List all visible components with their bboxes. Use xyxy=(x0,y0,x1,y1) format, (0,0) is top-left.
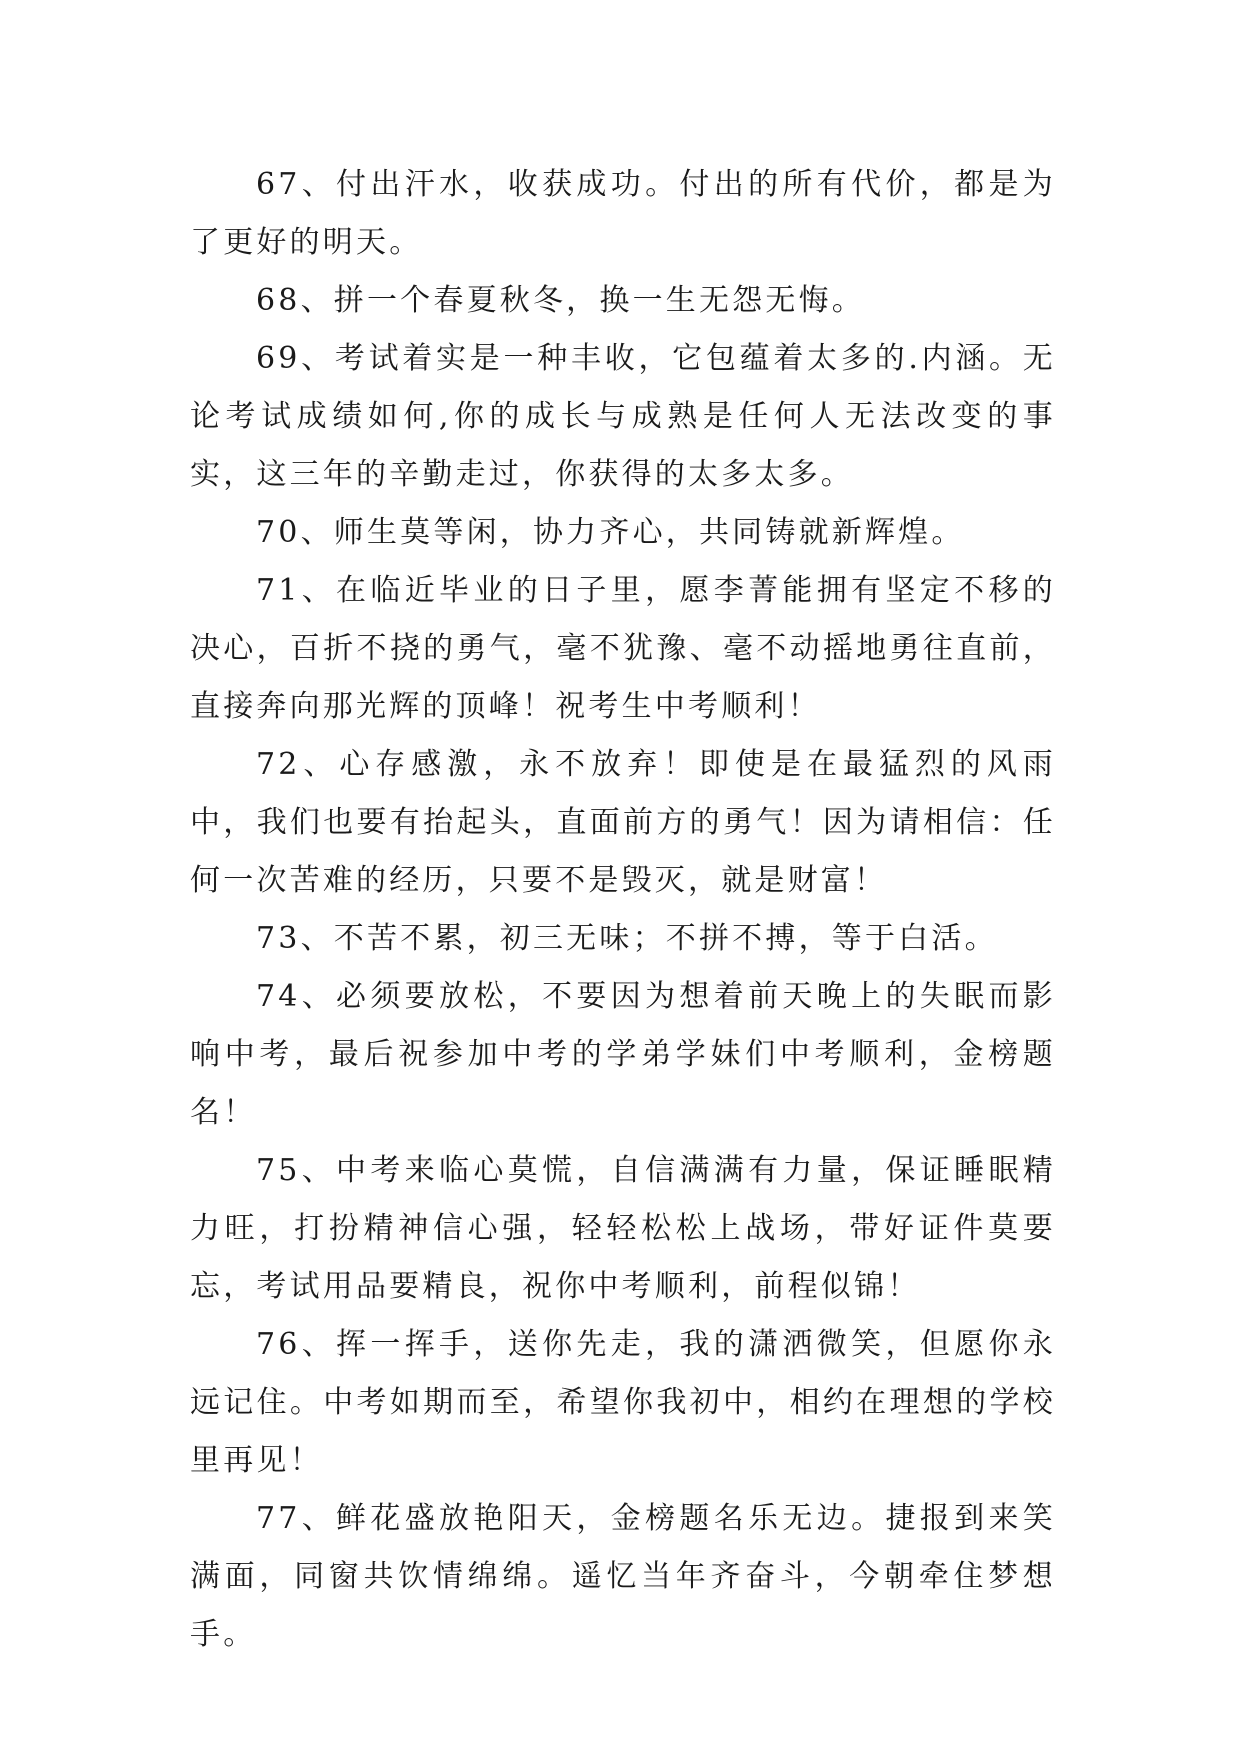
document-body xyxy=(190,156,1056,1664)
paragraph-74: 74、必须要放松，不要因为想着前天晚上的失眠而影响中考，最后祝参加中考的学弟学妹们中考顺利，金榜题名！ xyxy=(190,979,1056,1130)
paragraph-72: 72、心存感激，永不放弃！即使是在最猛烈的风雨中，我们也要有抬起头，直面前方的勇气！因为请相信：任何一次苦难的经历，只要不是毁灭，就是财富！ xyxy=(190,747,1056,898)
paragraph-73: 73、不苦不累，初三无味；不拼不搏，等于白活。 xyxy=(256,921,998,956)
paragraph-71: 71、在临近毕业的日子里，愿李菁能拥有坚定不移的决心，百折不挠的勇气，毫不犹豫、毫不动摇地勇往直前，直接奔向那光辉的顶峰！祝考生中考顺利！ xyxy=(190,573,1056,724)
paragraph-68: 68、拼一个春夏秋冬，换一生无怨无悔。 xyxy=(256,283,865,318)
paragraph-77: 77、鲜花盛放艳阳天，金榜题名乐无边。捷报到来笑满面，同窗共饮情绵绵。遥忆当年齐奋斗，今朝牵住梦想手。 xyxy=(190,1501,1056,1652)
paragraph-70: 70、师生莫等闲，协力齐心，共同铸就新辉煌。 xyxy=(256,515,965,550)
paragraph-67: 67、付出汗水，收获成功。付出的所有代价，都是为了更好的明天。 xyxy=(190,167,1056,260)
paragraph-76: 76、挥一挥手，送你先走，我的潇洒微笑，但愿你永远记住。中考如期而至，希望你我初中，相约在理想的学校里再见！ xyxy=(190,1327,1056,1478)
paragraph-69: 69、考试着实是一种丰收，它包蕴着太多的.内涵。无论考试成绩如何,你的成长与成熟是任何人无法改变的事实，这三年的辛勤走过，你获得的太多太多。 xyxy=(190,341,1056,492)
paragraph-75: 75、中考来临心莫慌，自信满满有力量，保证睡眠精力旺，打扮精神信心强，轻轻松松上战场，带好证件莫要忘，考试用品要精良，祝你中考顺利，前程似锦！ xyxy=(190,1153,1056,1304)
